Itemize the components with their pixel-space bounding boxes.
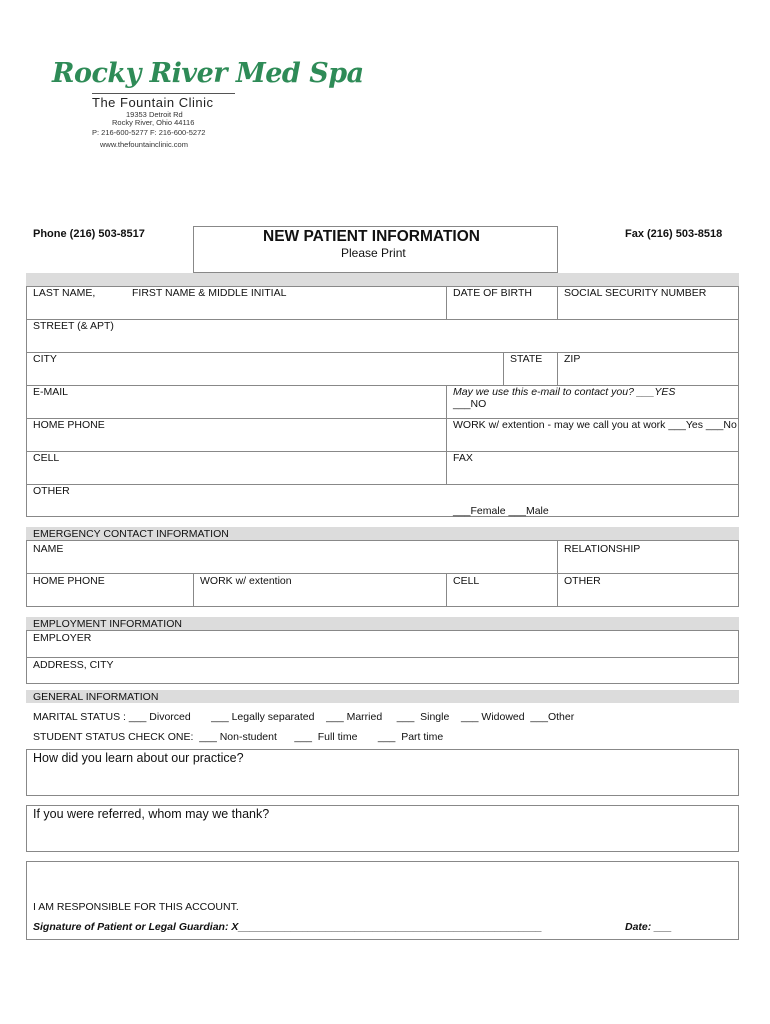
row-divider [26, 657, 739, 658]
emergency-relationship-field[interactable]: RELATIONSHIP [564, 543, 641, 555]
fax-field[interactable]: FAX [453, 452, 473, 464]
ssn-field[interactable]: SOCIAL SECURITY NUMBER [564, 287, 707, 299]
patient-info-box [26, 286, 739, 517]
learn-about-question: How did you learn about our practice? [33, 751, 244, 765]
col-divider [557, 352, 558, 385]
emergency-name-field[interactable]: NAME [33, 543, 64, 555]
date-of-birth-field[interactable]: DATE OF BIRTH [453, 287, 532, 299]
col-divider [446, 385, 447, 484]
first-name-field[interactable]: FIRST NAME & MIDDLE INITIAL [132, 287, 287, 299]
zip-field[interactable]: ZIP [564, 353, 581, 365]
last-name-field[interactable]: LAST NAME, [33, 287, 96, 299]
col-divider [193, 573, 194, 607]
emergency-cell-field[interactable]: CELL [453, 575, 480, 587]
col-divider [557, 540, 558, 607]
marital-status-options[interactable]: MARITAL STATUS : ___ Divorced ___ Legally separated ___ Married ___ Single ___ Widowed ___Other [33, 711, 575, 723]
patient-section-bar [26, 273, 739, 286]
city-field[interactable]: CITY [33, 353, 57, 365]
emergency-home-phone-field[interactable]: HOME PHONE [33, 575, 105, 587]
clinic-fax: Fax (216) 503-8518 [625, 228, 723, 240]
cell-field[interactable]: CELL [33, 452, 60, 464]
row-divider [26, 484, 739, 485]
logo-clinic: The Fountain Clinic [92, 95, 214, 110]
gender-options[interactable]: ___Female ___Male [453, 505, 549, 517]
email-field[interactable]: E-MAIL [33, 386, 69, 398]
logo-address-line2: Rocky River, Ohio 44116 [112, 118, 195, 127]
employer-address-field[interactable]: ADDRESS, CITY [33, 659, 114, 671]
logo-website: www.thefountainclinic.com [100, 140, 188, 149]
row-divider [26, 352, 739, 353]
emergency-other-field[interactable]: OTHER [564, 575, 601, 587]
row-divider [26, 451, 739, 452]
logo-rule [92, 93, 235, 94]
logo-address-line1: 19353 Detroit Rd [126, 110, 183, 119]
student-status-options[interactable]: STUDENT STATUS CHECK ONE: ___ Non-student ___ Full time ___ Part time [33, 731, 444, 743]
email-consent-yes[interactable]: May we use this e-mail to contact you? ___YES [453, 386, 676, 398]
form-title: NEW PATIENT INFORMATION [263, 228, 480, 245]
col-divider [557, 286, 558, 319]
referral-question: If you were referred, whom may we thank? [33, 807, 270, 821]
street-field[interactable]: STREET (& APT) [33, 320, 114, 332]
emergency-work-field[interactable]: WORK w/ extention [200, 575, 292, 587]
col-divider [446, 286, 447, 319]
responsible-statement: I AM RESPONSIBLE FOR THIS ACCOUNT. [33, 901, 239, 913]
emergency-heading: EMERGENCY CONTACT INFORMATION [33, 528, 229, 540]
form-subtitle: Please Print [341, 246, 406, 260]
other-field[interactable]: OTHER [33, 485, 70, 497]
row-divider [26, 319, 739, 320]
logo-phones: P: 216-600-5277 F: 216-600-5272 [92, 128, 206, 137]
state-field[interactable]: STATE [510, 353, 543, 365]
employment-heading: EMPLOYMENT INFORMATION [33, 618, 182, 630]
general-heading: GENERAL INFORMATION [33, 691, 159, 703]
clinic-phone: Phone (216) 503-8517 [33, 228, 145, 240]
email-consent-no[interactable]: ___NO [453, 398, 487, 410]
signature-date[interactable]: Date: ___ [625, 921, 672, 933]
home-phone-field[interactable]: HOME PHONE [33, 419, 105, 431]
logo-name: Rocky River Med Spa [52, 58, 364, 89]
col-divider [503, 352, 504, 385]
col-divider [446, 573, 447, 607]
row-divider [26, 573, 739, 574]
signature-line[interactable]: Signature of Patient or Legal Guardian: X____________________________________________________ [33, 921, 543, 933]
work-phone-field[interactable]: WORK w/ extention - may we call you at work ___Yes ___No [453, 419, 737, 431]
employer-field[interactable]: EMPLOYER [33, 632, 92, 644]
